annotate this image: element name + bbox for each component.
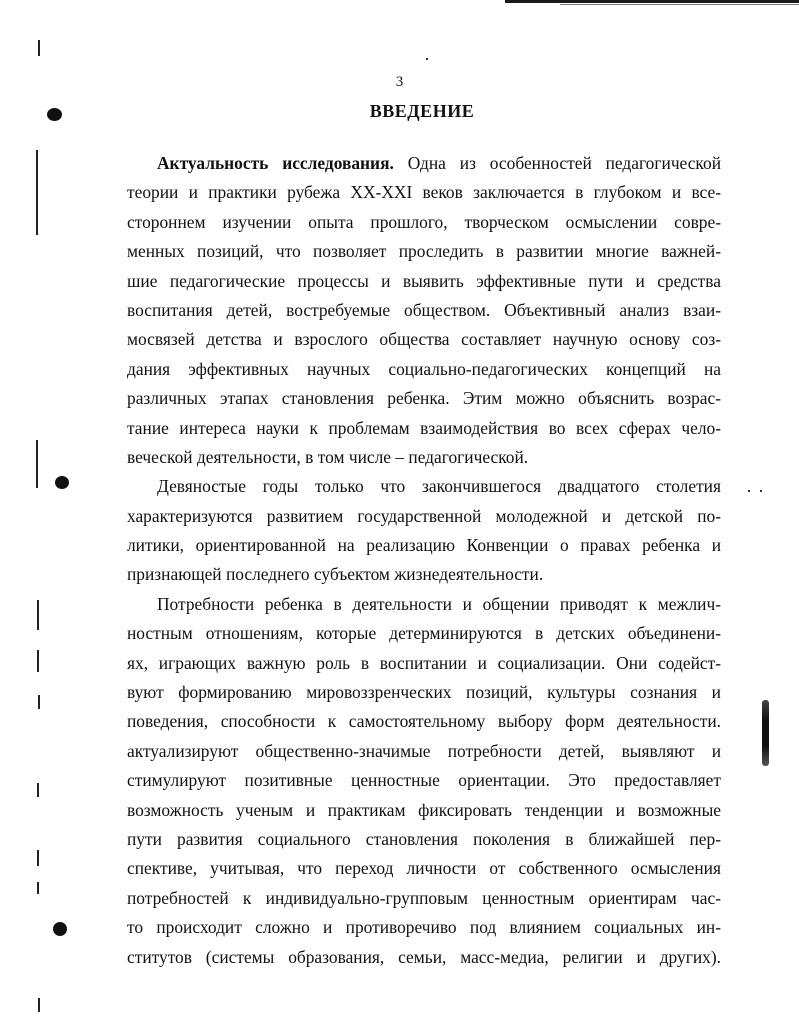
scan-smudge — [762, 700, 769, 766]
text-line: мосвязей детства и взрослого общества составляет научную основу соз- — [127, 329, 721, 350]
margin-mark — [37, 850, 39, 866]
text-line: то происходит сложно и противоречиво под влиянием социальных ин- — [127, 917, 721, 938]
text-line: вуют формированию мировоззренческих позиций, культуры сознания и — [127, 682, 721, 703]
page-title: ВВЕДЕНИЕ — [369, 101, 475, 121]
text-line: ностным отношениям, которые детерминируются в детских объединени- — [127, 623, 721, 644]
margin-mark — [37, 882, 39, 894]
punch-hole-blot — [55, 476, 69, 489]
text-line: менных позиций, что позволяет проследить в развитии многие важней- — [127, 241, 721, 262]
scan-speck — [748, 490, 750, 492]
scan-speck — [426, 58, 428, 60]
text-line: стороннем изучении опыта прошлого, творческом осмыслении совре- — [127, 211, 721, 232]
text-line: различных этапах становления ребенка. Этим можно объяснить возрас- — [127, 388, 721, 409]
text-line: литики, ориентированной на реализацию Конвенции о правах ребенка и — [127, 535, 721, 556]
margin-mark — [36, 150, 38, 235]
text-line: ях, играющих важную роль в воспитании и социализации. Они содейст- — [127, 652, 721, 673]
scan-speck — [760, 490, 762, 492]
page-number: 3 — [395, 74, 404, 90]
document-body — [127, 149, 721, 972]
text-line: Потребности ребенка в деятельности и общении приводят к межлич- — [157, 593, 721, 614]
text-line: ститутов (системы образования, семьи, масс-медиа, религии и других). — [127, 946, 721, 967]
text-line: шие педагогические процессы и выявить эффективные пути и средства — [127, 270, 721, 291]
text-line: стимулируют позитивные ценностные ориентации. Это предоставляет — [127, 770, 721, 791]
margin-mark — [38, 998, 40, 1012]
text-line: поведения, способности к самостоятельному выбору форм деятельности. — [127, 711, 721, 732]
paragraph-2 — [127, 472, 721, 590]
margin-mark — [36, 440, 38, 488]
paragraph-1 — [127, 149, 721, 472]
margin-mark — [37, 783, 39, 797]
text-line: признающей последнего субъектом жизнедеятельности. — [127, 564, 544, 585]
text-line: актуализируют общественно-значимые потребности детей, выявляют и — [127, 740, 721, 761]
text-line: тание интереса науки к проблемам взаимодействия во всех сферах чело- — [127, 417, 721, 438]
paragraph-lead: Актуальность исследования. — [157, 153, 394, 173]
text-line: веческой деятельности, в том числе – педагогической. — [127, 446, 529, 467]
margin-mark — [38, 40, 40, 56]
text-line: спективе, учитывая, что переход личности от собственного осмысления — [127, 858, 721, 879]
scan-edge-line — [560, 4, 799, 5]
margin-mark — [37, 600, 39, 630]
text-line: воспитания детей, востребуемые обществом. Объективный анализ взаи- — [127, 299, 721, 320]
paragraph-3 — [127, 590, 721, 972]
text-line: пути развития социального становления поколения в ближайшей пер- — [127, 828, 721, 849]
scan-edge-line — [505, 0, 799, 3]
text-line: характеризуются развитием государственной молодежной и детской по- — [127, 505, 721, 526]
text-line: потребностей к индивидуально-групповым ценностным ориентирам час- — [127, 887, 721, 908]
margin-mark — [38, 695, 40, 709]
text-line: Девяностые годы только что закончившегося двадцатого столетия — [157, 476, 721, 497]
margin-mark — [37, 650, 39, 672]
punch-hole-blot — [53, 922, 67, 936]
text-line: теории и практики рубежа XX-XXI веков заключается в глубоком и все- — [127, 182, 721, 203]
text-line: дания эффективных научных социально-педагогических концепций на — [127, 358, 721, 379]
text-line: Актуальность исследования. Одна из особенностей педагогической — [157, 153, 722, 173]
text-line: возможность ученым и практикам фиксировать тенденции и возможные — [127, 799, 721, 820]
